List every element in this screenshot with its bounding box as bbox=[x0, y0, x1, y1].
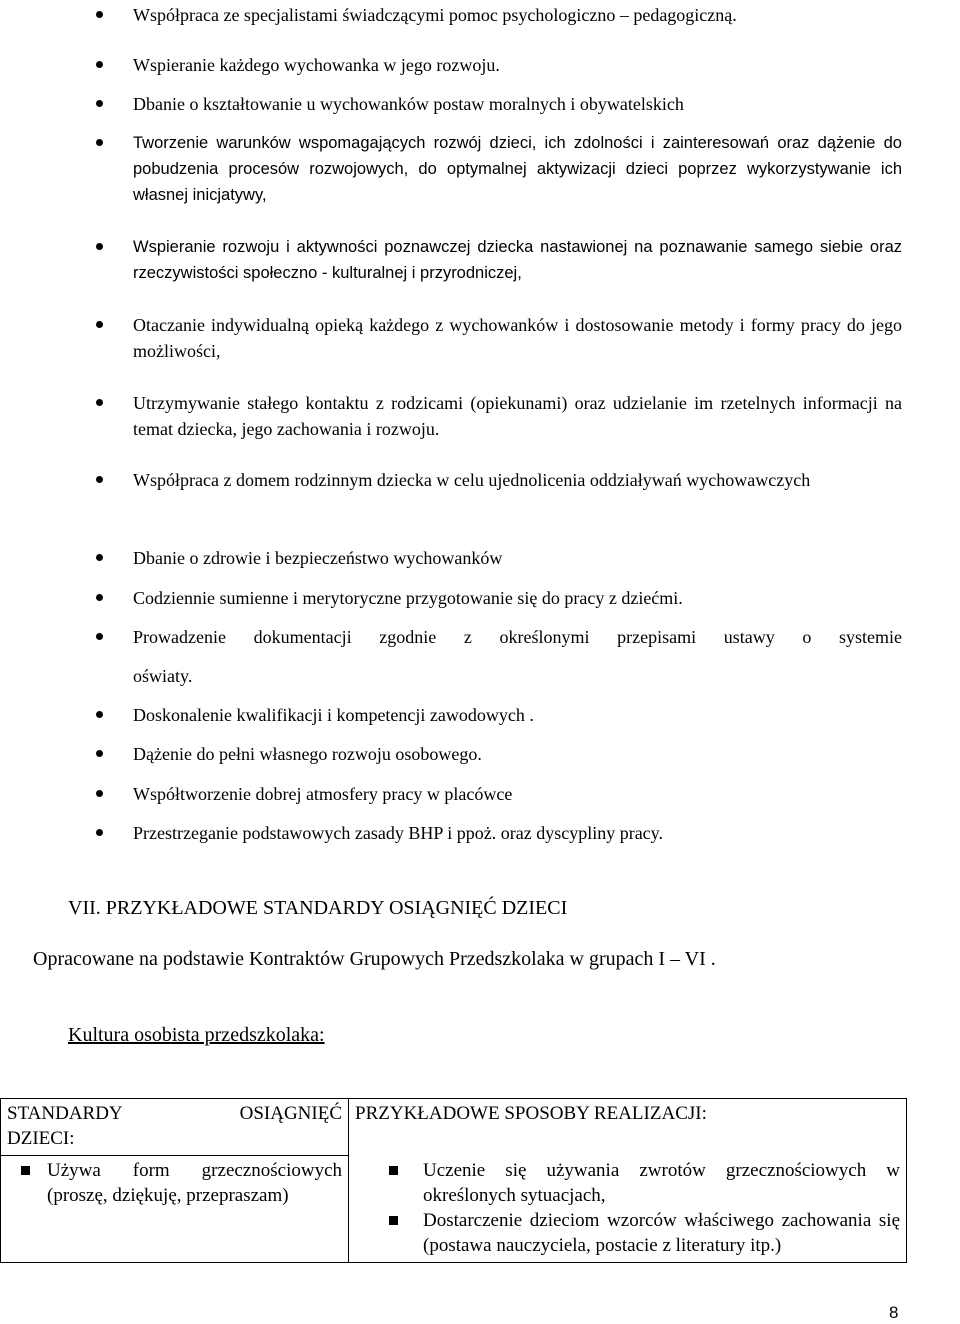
list-item bbox=[355, 1208, 900, 1258]
list-item-text: Otaczanie indywidualną opieką każdego z wychowanków i dostosowanie metody i formy pracy do jego możliwości, bbox=[133, 315, 902, 361]
list-item-text: Wspieranie rozwoju i aktywności poznawczej dziecka nastawionej na poznawanie samego siebie oraz rzeczywistości społeczno - kulturalnej i przyrodniczej, bbox=[133, 238, 902, 282]
header-text: PRZYKŁADOWE SPOSOBY REALIZACJI: bbox=[355, 1103, 707, 1124]
header-cell-methods bbox=[349, 1099, 907, 1156]
bullet-icon bbox=[96, 554, 103, 561]
list-item bbox=[7, 1158, 342, 1208]
list-item-text: Tworzenie warunków wspomagających rozwój dzieci, ich zdolności i zainteresowań oraz dążenie do pobudzenia procesów rozwojowych, do optymalnej aktywizacji dzieci poprzez wykorzystywanie ich własnej inicjatywy, bbox=[133, 134, 902, 204]
list-item-text: Doskonalenie kwalifikacji i kompetencji zawodowych . bbox=[133, 705, 534, 725]
bullet-icon bbox=[96, 11, 103, 18]
list-item-text: Prowadzenie dokumentacji zgodnie z określonymi przepisami ustawy o systemie bbox=[133, 627, 902, 647]
square-bullet-icon bbox=[389, 1216, 398, 1225]
bullet-icon bbox=[96, 476, 103, 483]
list-item-text: Codziennie sumienne i merytoryczne przygotowanie się do pracy z dziećmi. bbox=[133, 588, 683, 608]
section-subtitle: Opracowane na podstawie Kontraktów Grupowych Przedszkolaka w grupach I – VI . bbox=[33, 948, 716, 970]
list-item-text: Utrzymywanie stałego kontaktu z rodzicami (opiekunami) oraz udzielanie im rzetelnych informacji na temat dziecka, jego zachowania i rozwoju. bbox=[133, 393, 902, 439]
list-item bbox=[355, 1158, 900, 1208]
square-bullet-icon bbox=[21, 1166, 30, 1175]
bullet-icon bbox=[96, 750, 103, 757]
list-item-text: Dążenie do pełni własnego rozwoju osobowego. bbox=[133, 744, 482, 764]
bullet-icon bbox=[96, 594, 103, 601]
bullet-icon bbox=[96, 139, 103, 146]
list-item-text: Współpraca z domem rodzinnym dziecka w celu ujednolicenia oddziaływań wychowawczych bbox=[133, 470, 811, 490]
header-text: OSIĄGNIĘĆ bbox=[239, 1103, 342, 1124]
list-item-text: Wspieranie każdego wychowanka w jego rozwoju. bbox=[133, 55, 500, 75]
table-row bbox=[1, 1156, 907, 1263]
bullet-icon bbox=[96, 61, 103, 68]
bullet-icon bbox=[96, 321, 103, 328]
bullet-icon bbox=[96, 790, 103, 797]
table-header-row bbox=[1, 1099, 907, 1156]
bullet-icon bbox=[96, 243, 103, 250]
list-item-text: Współtworzenie dobrej atmosfery pracy w placówce bbox=[133, 784, 513, 804]
list-item-text: Przestrzeganie podstawowych zasady BHP i ppoż. oraz dyscypliny pracy. bbox=[133, 823, 664, 843]
table-cell-standard bbox=[1, 1156, 349, 1263]
table-cell-methods bbox=[349, 1156, 907, 1263]
list-item-text: Używa form grzecznościowych (proszę, dziękuję, przepraszam) bbox=[47, 1160, 342, 1206]
page-number: 8 bbox=[889, 1303, 899, 1322]
square-bullet-icon bbox=[389, 1166, 398, 1175]
bullet-icon bbox=[96, 399, 103, 406]
header-text: STANDARDY bbox=[7, 1103, 123, 1124]
bullet-icon bbox=[96, 711, 103, 718]
bullet-icon bbox=[96, 100, 103, 107]
header-cell-standards bbox=[1, 1099, 349, 1156]
list-item-text: Współpraca ze specjalistami świadczącymi pomoc psychologiczno – pedagogiczną. bbox=[133, 5, 737, 25]
bullet-icon bbox=[96, 633, 103, 640]
bullet-icon bbox=[96, 829, 103, 836]
list-item-text: oświaty. bbox=[133, 666, 193, 686]
section-heading: VII. PRZYKŁADOWE STANDARDY OSIĄGNIĘĆ DZIECI bbox=[68, 897, 568, 919]
list-item-text: Dbanie o zdrowie i bezpieczeństwo wychowanków bbox=[133, 548, 503, 568]
standards-table bbox=[0, 1098, 907, 1263]
subsection-title: Kultura osobista przedszkolaka: bbox=[68, 1024, 325, 1046]
list-item-text: Dostarczenie dzieciom wzorców właściwego zachowania się (postawa nauczyciela, postacie z literatury itp.) bbox=[423, 1209, 900, 1256]
list-item-text: Uczenie się używania zwrotów grzecznościowych w określonych sytuacjach, bbox=[423, 1159, 900, 1206]
list-item-text: Dbanie o kształtowanie u wychowanków postaw moralnych i obywatelskich bbox=[133, 94, 684, 114]
header-text: DZIECI: bbox=[7, 1128, 75, 1149]
